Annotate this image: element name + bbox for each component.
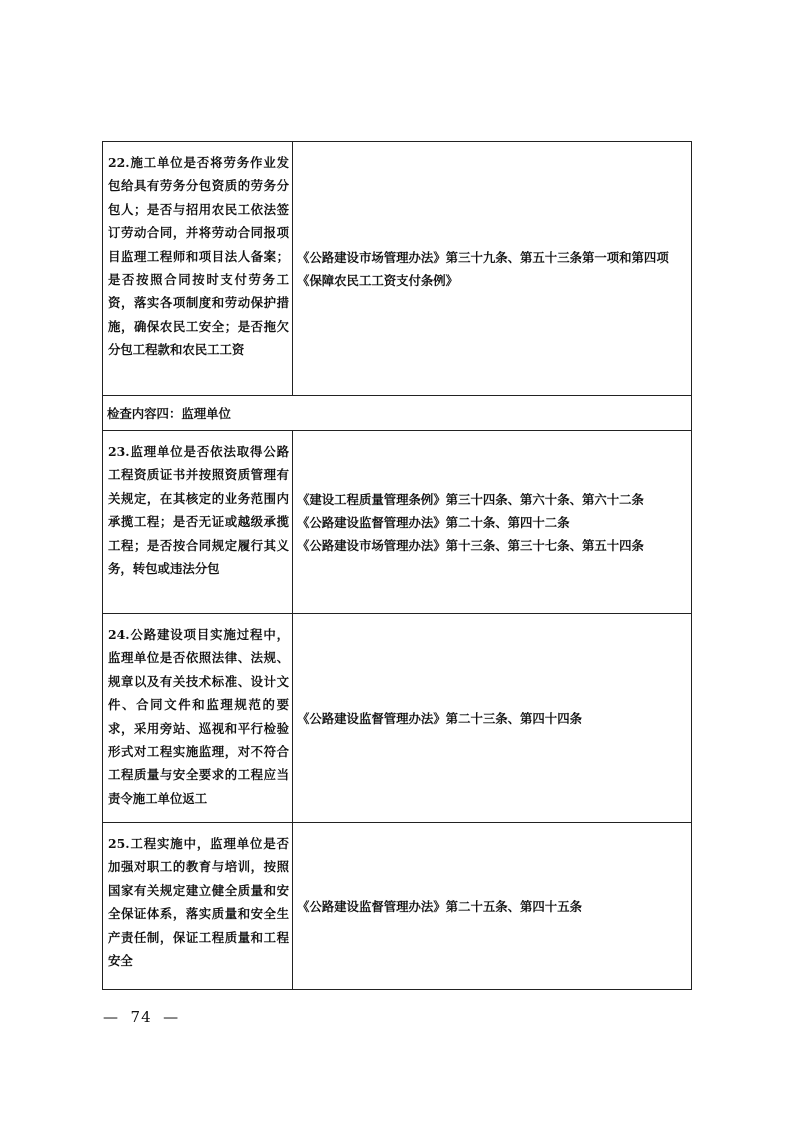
table-row bbox=[103, 142, 691, 396]
legal-basis-22 bbox=[293, 142, 691, 395]
legal-ref: 《公路建设监督管理办法》第二十五条、第四十五条 bbox=[297, 898, 582, 914]
legal-ref: 《公路建设监督管理办法》第二十条、第四十二条 bbox=[297, 514, 570, 530]
legal-basis-23 bbox=[293, 431, 691, 613]
legal-ref: 《建设工程质量管理条例》第三十四条、第六十条、第六十二条 bbox=[297, 491, 644, 507]
section-title: 检查内容四：监理单位 bbox=[107, 406, 231, 421]
check-item-23: 23.监理单位是否依法取得公路工程资质证书并按照资质管理有关规定，在其核定的业务范围内承揽工程；是否无证或越级承揽工程；是否按合同规定履行其义务，转包或违法分包 bbox=[103, 431, 293, 613]
legal-ref: 《公路建设市场管理办法》第十三条、第三十七条、第五十四条 bbox=[297, 537, 644, 553]
legal-ref: 《保障农民工工资支付条例》 bbox=[297, 272, 459, 288]
page-number: — 74 — bbox=[103, 1008, 180, 1026]
check-item-25: 25.工程实施中，监理单位是否加强对职工的教育与培训，按照国家有关规定建立健全质量和安全保证体系，落实质量和安全生产责任制，保证工程质量和工程安全 bbox=[103, 823, 293, 989]
check-item-22: 22.施工单位是否将劳务作业发包给具有劳务分包资质的劳务分包人；是否与招用农民工依法签订劳动合同，并将劳动合同报项目监理工程师和项目法人备案；是否按照合同按时支付劳务工资，落实各项制度和劳动保护措施，确保农民工安全；是否拖欠分包工程款和农民工工资 bbox=[103, 142, 293, 395]
legal-ref: 《公路建设监督管理办法》第二十三条、第四十四条 bbox=[297, 710, 582, 726]
check-item-24: 24.公路建设项目实施过程中，监理单位是否依照法律、法规、规章以及有关技术标准、设计文件、合同文件和监理规范的要求，采用旁站、巡视和平行检验形式对工程实施监理，对不符合工程质量与安全要求的工程应当责令施工单位返工 bbox=[103, 614, 293, 822]
legal-basis-25 bbox=[293, 823, 691, 989]
legal-basis-24 bbox=[293, 614, 691, 822]
inspection-table bbox=[102, 141, 692, 990]
section-header-row bbox=[103, 396, 691, 431]
table-row bbox=[103, 614, 691, 823]
legal-ref: 《公路建设市场管理办法》第三十九条、第五十三条第一项和第四项 bbox=[297, 249, 669, 265]
table-row bbox=[103, 823, 691, 989]
table-row bbox=[103, 431, 691, 614]
